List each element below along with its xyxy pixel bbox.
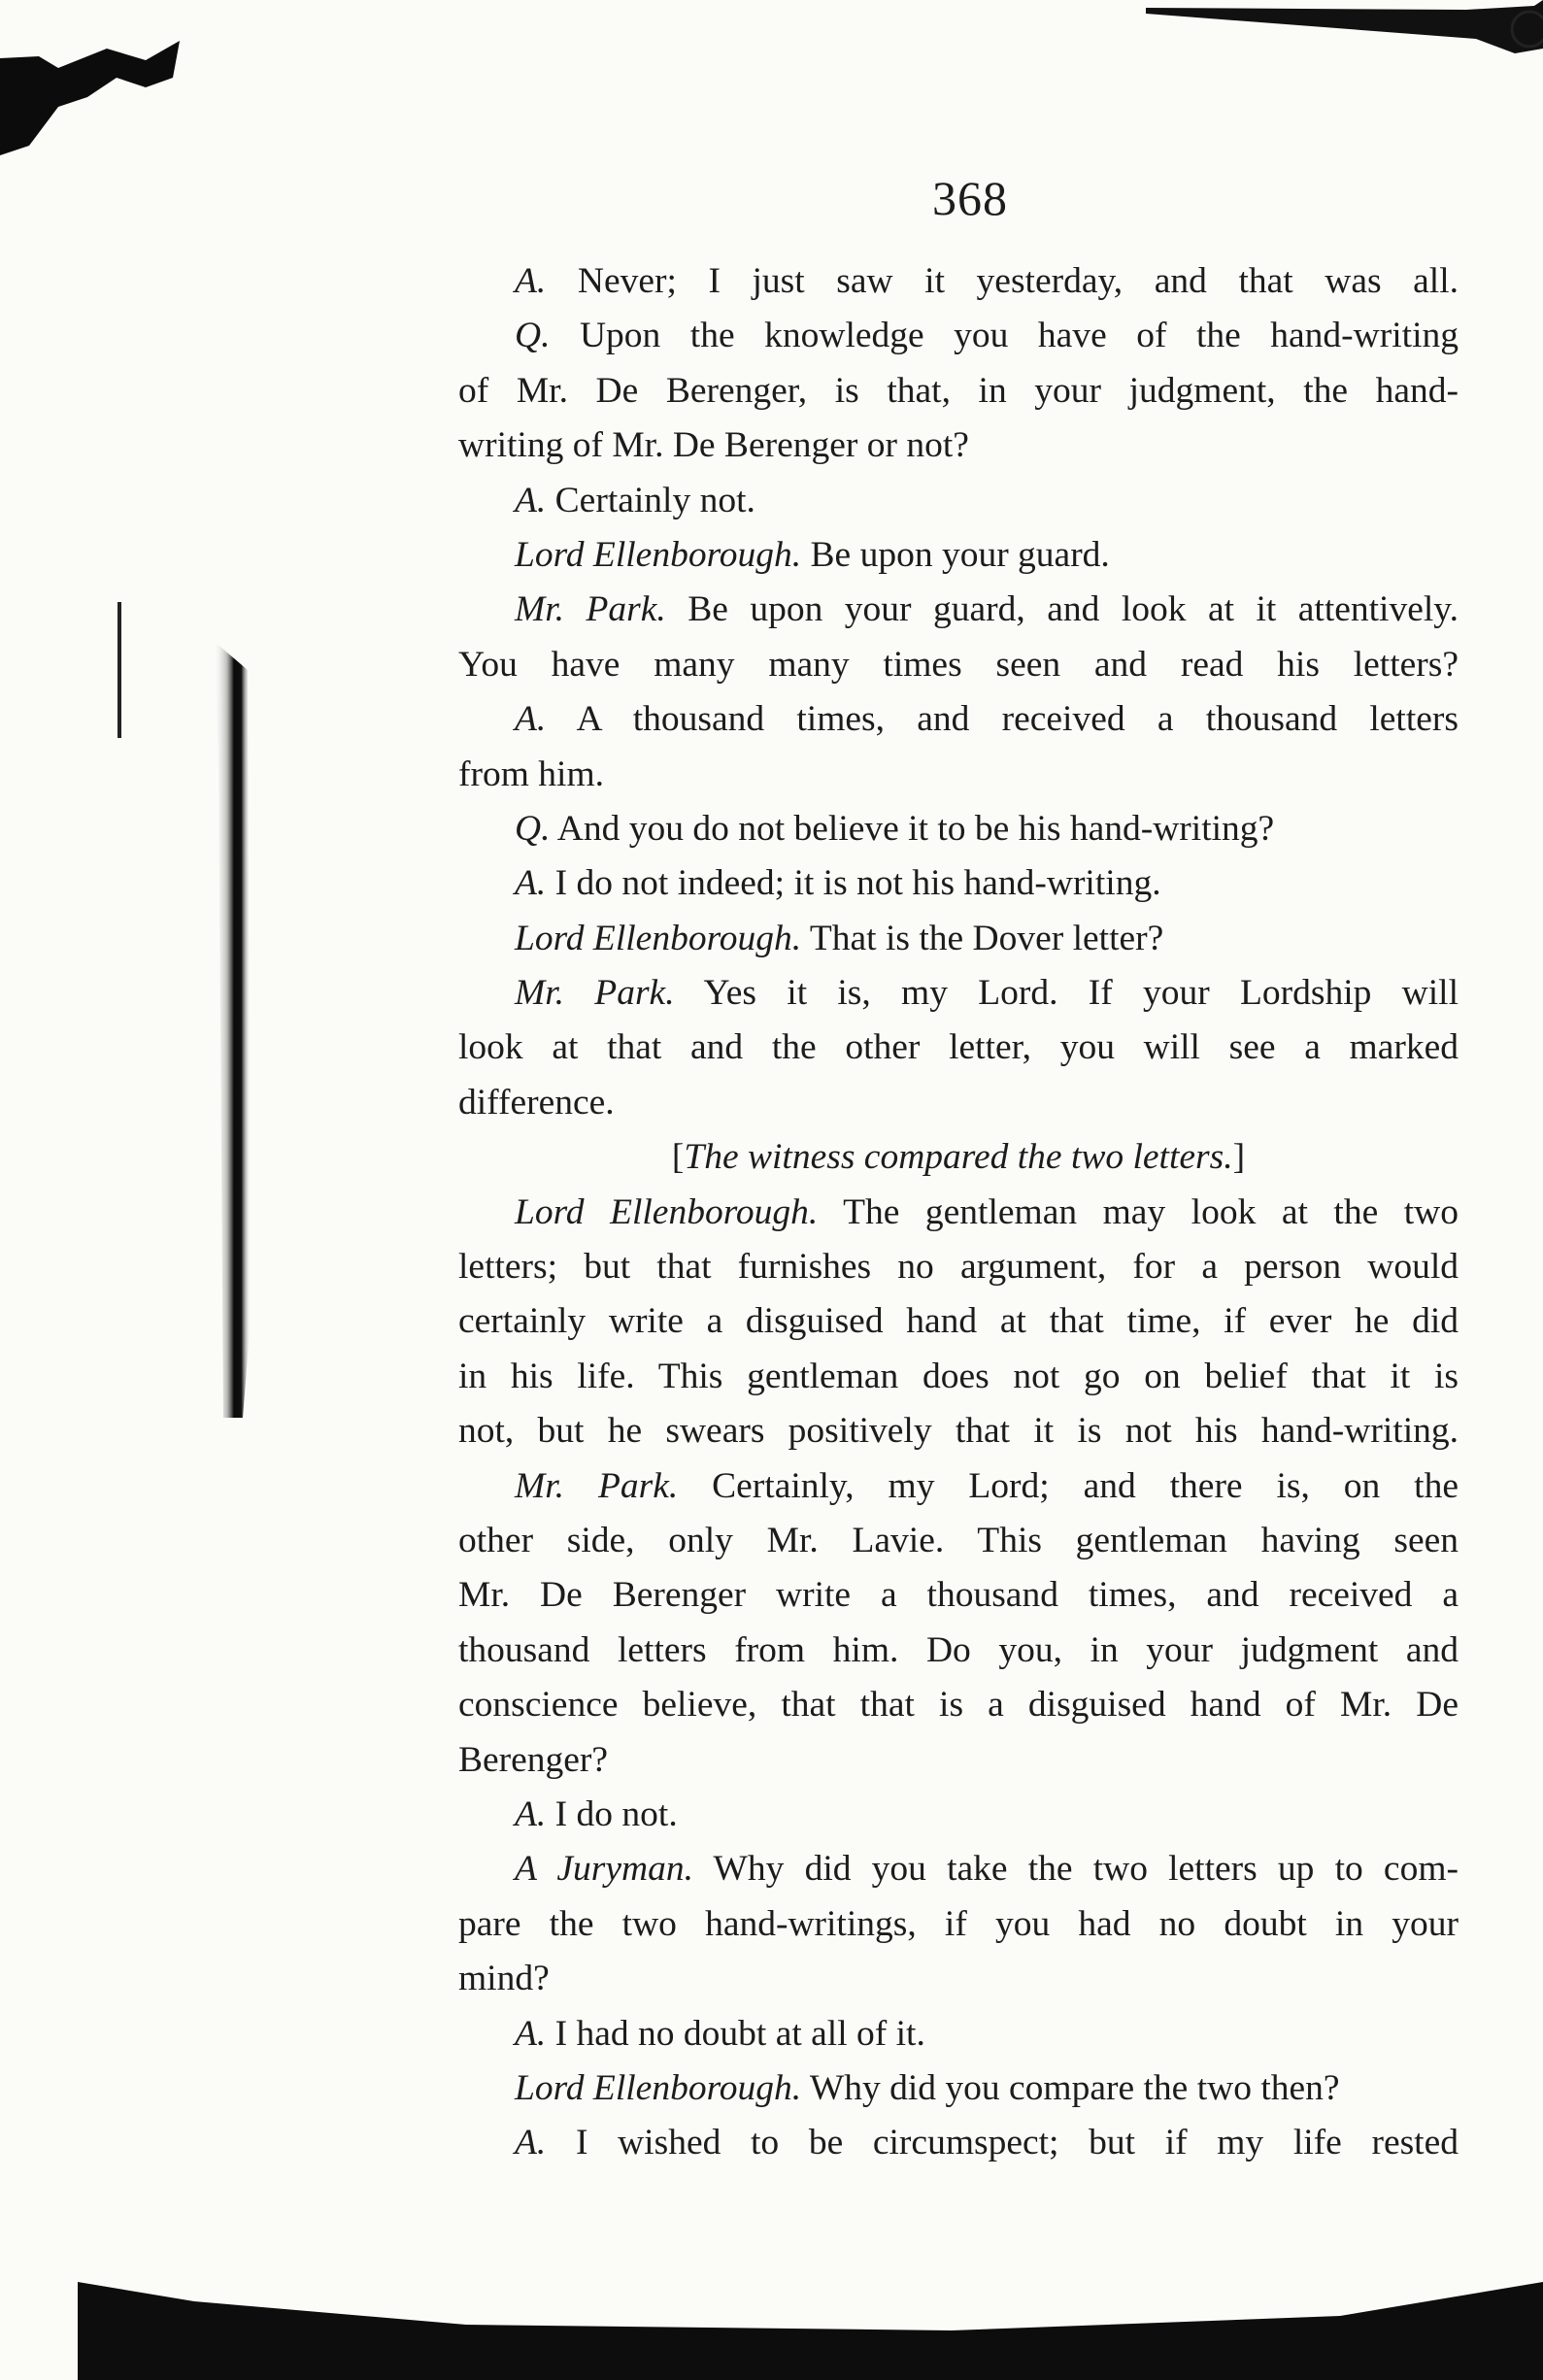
text-line — [458, 692, 1459, 747]
text-line — [458, 1076, 1459, 1130]
text-line — [458, 912, 1459, 966]
speaker-label: Lord Ellenborough. — [515, 1191, 819, 1232]
speaker-label: A Juryman. — [515, 1849, 693, 1890]
text-line — [458, 1130, 1459, 1185]
line-text: not, but he swears positively that it is not his hand-writing. — [458, 1411, 1459, 1452]
line-text: Certainly, my Lord; and there is, on the — [678, 1465, 1459, 1506]
text-line — [458, 1350, 1459, 1404]
line-text: Berenger? — [458, 1739, 609, 1780]
line-text: difference. — [458, 1082, 615, 1123]
text-line — [458, 309, 1459, 363]
speaker-label: Mr. Park. — [515, 1465, 679, 1506]
text-line — [458, 1294, 1459, 1349]
text-line — [458, 1733, 1459, 1788]
line-text: from him. — [458, 754, 604, 794]
line-text: letters; but that furnishes no argument, for a person would — [458, 1247, 1459, 1288]
line-text: Why did you compare the two then? — [801, 2067, 1340, 2108]
line-text: Upon the knowledge you have of the hand-writing — [550, 316, 1459, 356]
line-text: mind? — [458, 1959, 550, 1999]
text-line — [458, 364, 1459, 419]
line-text: Why did you take the two letters up to com- — [693, 1849, 1459, 1890]
speaker-label: Mr. Park. — [515, 589, 666, 630]
line-text: writing of Mr. De Berenger or not? — [458, 425, 969, 466]
text-line — [458, 2062, 1459, 2116]
line-text: Be upon your guard. — [801, 534, 1110, 575]
text-line — [458, 1788, 1459, 1842]
line-text: Be upon your guard, and look at it attentively. — [665, 589, 1459, 630]
line-text: You have many many times seen and read his letters? — [458, 644, 1459, 685]
scan-gutter-shadow — [175, 641, 291, 1418]
text-line — [458, 1514, 1459, 1568]
line-text: I do not indeed; it is not his hand-writing. — [546, 863, 1161, 904]
line-text: certainly write a disguised hand at that time, if ever he did — [458, 1301, 1459, 1342]
line-text: thousand letters from him. Do you, in your judgment and — [458, 1629, 1459, 1670]
text-line — [458, 583, 1459, 637]
text-line — [458, 474, 1459, 528]
speaker-label: Lord Ellenborough. — [515, 918, 802, 958]
scan-edge-shadow — [0, 39, 184, 155]
line-text: other side, only Mr. Lavie. This gentleman having seen — [458, 1520, 1459, 1560]
text-line — [458, 419, 1459, 473]
text-line — [458, 1568, 1459, 1623]
speaker-label: Lord Ellenborough. — [515, 2067, 802, 2108]
line-text: of Mr. De Berenger, is that, in your judgment, the hand- — [458, 370, 1459, 411]
line-text: That is the Dover letter? — [801, 918, 1164, 958]
text-line — [458, 1678, 1459, 1732]
text-line — [458, 1186, 1459, 1240]
speaker-label: A. — [515, 699, 547, 740]
scan-edge-shadow — [1146, 0, 1543, 58]
line-text: I had no doubt at all of it. — [546, 2013, 925, 2054]
page-number: 368 — [932, 171, 1008, 225]
line-text: Certainly not. — [546, 480, 755, 520]
text-line — [458, 802, 1459, 856]
text-line — [458, 1842, 1459, 1896]
line-text: Yes it is, my Lord. If your Lordship will — [674, 973, 1459, 1014]
speaker-label: A. — [515, 480, 547, 520]
text-line — [458, 1624, 1459, 1678]
text-line — [458, 966, 1459, 1021]
line-text: I do not. — [546, 1793, 678, 1834]
text-line — [458, 1459, 1459, 1514]
line-text: in his life. This gentleman does not go on belief that it is — [458, 1356, 1459, 1396]
line-text: And you do not believe it to be his hand-writing? — [550, 808, 1275, 849]
line-text: look at that and the other letter, you will see a marked — [458, 1027, 1459, 1068]
speaker-label: A. — [515, 863, 547, 904]
text-line — [458, 2007, 1459, 2062]
text-line — [458, 528, 1459, 583]
line-text: The gentleman may look at the two — [818, 1191, 1459, 1232]
speaker-label: A. — [515, 2123, 547, 2163]
scan-edge-line — [115, 602, 126, 738]
line-text: conscience believe, that that is a disguised hand of Mr. De — [458, 1685, 1459, 1726]
speaker-label: Mr. Park. — [515, 973, 675, 1014]
text-line — [458, 254, 1459, 309]
line-text: Never; I just saw it yesterday, and that was all. — [546, 261, 1459, 301]
scan-edge-shadow — [78, 2263, 1543, 2380]
text-line — [458, 2116, 1459, 2170]
line-text: [ — [671, 1137, 685, 1178]
speaker-label: Lord Ellenborough. — [515, 534, 802, 575]
text-line — [458, 1240, 1459, 1294]
line-text: pare the two hand-writings, if you had no doubt in your — [458, 1903, 1459, 1944]
speaker-label: A. — [515, 2013, 547, 2054]
text-line — [458, 1897, 1459, 1952]
line-text: I wished to be circumspect; but if my life rested — [546, 2123, 1459, 2163]
line-text: Mr. De Berenger write a thousand times, and received a — [458, 1575, 1459, 1616]
speaker-label: The witness compared the two letters. — [684, 1137, 1233, 1178]
text-line — [458, 748, 1459, 802]
text-line — [458, 856, 1459, 911]
speaker-label: A. — [515, 261, 547, 301]
speaker-label: Q. — [515, 808, 551, 849]
text-line — [458, 1404, 1459, 1458]
text-line — [458, 1952, 1459, 2006]
speaker-label: A. — [515, 1793, 547, 1834]
page-text — [458, 254, 1459, 2171]
text-line — [458, 1021, 1459, 1075]
text-line — [458, 638, 1459, 692]
speaker-label: Q. — [515, 316, 551, 356]
line-text: A thousand times, and received a thousand letters — [546, 699, 1459, 740]
line-text: ] — [1232, 1137, 1246, 1178]
